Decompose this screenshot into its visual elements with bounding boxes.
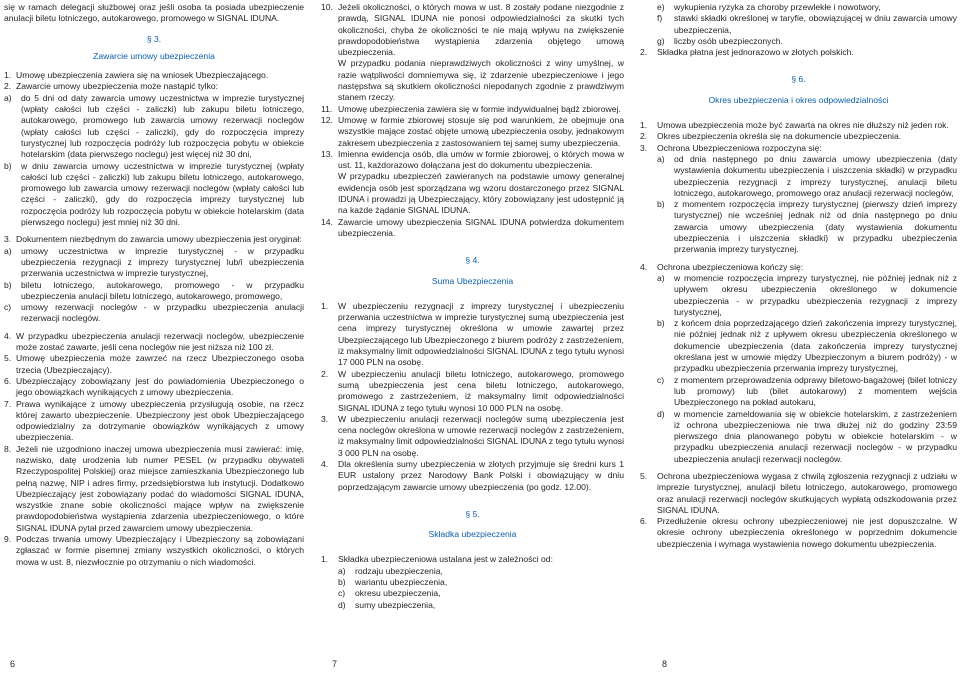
clause-6-6 xyxy=(640,516,957,550)
clause-text: wariantu ubezpieczenia, xyxy=(355,577,448,588)
clause-3-9 xyxy=(4,534,304,568)
clause-letter: f) xyxy=(657,13,663,24)
clause-text: W ubezpieczeniu rezygnacji z imprezy turystycznej i ubezpieczeniu przerwania uczestnictwa w imprezie turystycznej sumą ubezpieczenia jest cena imprezy turystycznej określona w umowie zawartej przez Ubezpieczającego lub Ubezpieczonego z biurem podróży z zastrzeżeniem, iż maksymalny limit odpowiedzialności SIGNAL IDUNA z tego tytułu wynosi 17 000 PLN na osobę. xyxy=(338,300,624,368)
clause-number: 14. xyxy=(321,216,333,227)
clause-text: sumy ubezpieczenia, xyxy=(355,599,436,610)
clause-number: 3. xyxy=(640,142,648,153)
clause-5-1-b xyxy=(338,577,624,588)
clause-text: w momencie zameldowania się w obiekcie hotelarskim, z zastrzeżeniem iż ochrona ubezpieczeniowa nie trwa dłużej niż do godziny 23:59 pierwszego dnia planowanego pobytu w obiekcie hotelarskim - w przypadku ubezpieczenia anulacji rezerwacji noclegów - w przypadku ubezpieczenia anulacji rezerwacji noclegów. xyxy=(674,408,957,464)
clause-number: 9. xyxy=(4,534,12,545)
clause-3-3-a xyxy=(4,246,304,280)
clause-letter: a) xyxy=(4,92,12,103)
clause-5-1-d xyxy=(338,600,624,611)
clause-text: Prawa wynikające z umowy ubezpieczenia przysługują osobie, na rzecz której zawarto ubezpieczenie. Ubezpieczony jest obok Ubezpieczającego odpowiedzialny za dotrzymanie obowiązków wynikających z umowy ubezpieczenia. xyxy=(16,398,304,443)
clause-3-10 xyxy=(321,2,624,58)
clause-3-7 xyxy=(4,399,304,444)
page-number-left: 6 xyxy=(10,659,16,669)
clause-letter: b) xyxy=(338,577,346,588)
clause-text: umowy uczestnictwa w imprezie turystycznej - w przypadku ubezpieczenia rezygnacji z imprezy turystycznej lub/i ubezpieczenia przerwania uczestnictwa w imprezie turystycznej, xyxy=(21,245,304,279)
section-5-number: § 5. xyxy=(465,508,480,519)
clause-4-1 xyxy=(321,301,624,369)
clause-text: W ubezpieczeniu anulacji rezerwacji noclegów sumą ubezpieczenia jest cena noclegów określona w umowie rezerwacji noclegów z zastrzeżeniem, iż maksymalny limit odpowiedzialności SIGNAL IDUNA z tego tytułu wynosi 3 000 PLN na osobę. xyxy=(338,413,624,458)
clause-number: 4. xyxy=(640,261,648,272)
clause-number: 1. xyxy=(321,554,329,565)
column-middle xyxy=(321,2,624,611)
clause-number: 13. xyxy=(321,148,333,159)
clause-text: Jeżeli nie uzgodniono inaczej umowa ubezpieczenia musi zawierać: imię, nazwisko, datę urodzenia lub numer PESEL (w przypadku obywateli Rzeczypospolitej Polskiej) oraz miejsce zamieszkania Ubezpieczonego lub pełną nazwę, NIP i adres firmy, przedsiębiorstwa lub instytucji. Dodatkowo Ubezpieczający jest zobowiązany podać do wiadomości SIGNAL IDUNA, wszystkie znane sobie okoliczności mające wpływ na zwiększenie prawdopodobieństwa wystąpienia zdarzenia ubezpieczeniowego, o które SIGNAL IDUNA pytał przed zawarciem umowy ubezpieczenia. xyxy=(16,443,304,533)
clause-text: Dokumentem niezbędnym do zawarcia umowy ubezpieczenia jest oryginał: xyxy=(16,234,302,245)
clause-letter: a) xyxy=(657,272,665,283)
clause-letter: a) xyxy=(657,153,665,164)
clause-number: 12. xyxy=(321,114,333,125)
clause-text: do 5 dni od daty zawarcia umowy uczestnictwa w imprezie turystycznej (wpłaty całości lub części - zaliczki) lub zakupu biletu lotniczego, autokarowego, promowego lub zawarcia umowy rezerwacji noclegów (wpłaty całości lub części - zaliczki), gdy do rozpoczęcia imprezy turystycznej lub rozpoczęcia podróży lub rozpoczęcia pobytu w obiekcie hotelarskim (data pierwszego noclegu) jest więcej niż 30 dni, xyxy=(21,92,304,160)
clause-6-4-b xyxy=(657,318,957,374)
clause-6-1 xyxy=(640,120,957,131)
clause-text: biletu lotniczego, autokarowego, promowego - w przypadku ubezpieczenia anulacji biletu lotniczego, autokarowego, promowego, xyxy=(21,279,304,301)
clause-6-2 xyxy=(640,131,957,142)
clause-3-1 xyxy=(4,70,304,81)
clause-letter: c) xyxy=(657,374,665,385)
clause-number: 5. xyxy=(640,470,648,481)
clause-number: 2. xyxy=(4,81,12,92)
clause-number: 1. xyxy=(640,120,648,131)
clause-text: umowy rezerwacji noclegów - w przypadku ubezpieczenia anulacji rezerwacji noclegów. xyxy=(21,302,304,324)
section-4-number: § 4. xyxy=(465,255,480,266)
clause-text: Umowę ubezpieczenia zawiera się w formie indywidualnej bądź zbiorowej. xyxy=(338,103,621,114)
clause-number: 11. xyxy=(321,103,333,114)
clause-number: 8. xyxy=(4,443,12,454)
clause-number: 1. xyxy=(4,70,12,81)
clause-4-4 xyxy=(321,459,624,493)
clause-letter: c) xyxy=(338,588,346,599)
page-number-right: 8 xyxy=(662,659,668,669)
clause-number: 3. xyxy=(4,234,12,245)
clause-text: Podczas trwania umowy Ubezpieczający i Ubezpieczony są zobowiązani zgłaszać w formie pisemnej zmiany wszystkich okoliczności, o których mowa w ust. 8, niezwłocznie po otrzymaniu o nich wiadomości. xyxy=(16,534,304,567)
section-3-title: Zawarcie umowy ubezpieczenia xyxy=(93,50,215,61)
clause-letter: b) xyxy=(657,318,665,329)
section-6-number: § 6. xyxy=(791,74,806,85)
clause-text: stawki składki określonej w taryfie, obowiązującej w dniu zawarcia umowy ubezpieczenia, xyxy=(674,13,957,35)
page-number-middle: 7 xyxy=(332,659,338,669)
section-4-title: Suma Ubezpieczenia xyxy=(431,275,514,286)
clause-text: Składka płatna jest jednorazowo w złotych polskich. xyxy=(657,47,854,58)
clause-letter: b) xyxy=(657,199,665,210)
clause-letter: d) xyxy=(657,408,665,419)
clause-letter: b) xyxy=(4,279,12,290)
clause-letter: g) xyxy=(657,35,665,46)
clause-text: z momentem rozpoczęcia imprezy turystycznej (pierwszy dzień imprezy turystycznej) nie wcześniej jednak niż od dnia następnego po dniu zawarcia umowy ubezpieczenia (daty wystawienia dokumentu ubezpieczenia i uiszczenia składki) w przypadku ubezpieczenia przerwania imprezy turystycznej. xyxy=(674,199,957,255)
clause-3-14 xyxy=(321,217,624,240)
clause-4-3 xyxy=(321,414,624,459)
clause-3-3-b xyxy=(4,280,304,303)
clause-text: W przypadku ubezpieczenia anulacji rezerwacji noclegów, ubezpieczenie może zostać zawarte, jeśli cena noclegów nie jest niższa niż 100 zł. xyxy=(16,330,304,353)
clause-letter: a) xyxy=(338,565,346,576)
clause-text: okresu ubezpieczenia, xyxy=(355,588,441,599)
clause-5-2 xyxy=(640,47,957,58)
clause-text: Zawarcie umowy ubezpieczenia może nastąpić tylko: xyxy=(16,81,219,92)
clause-6-4-a xyxy=(657,273,957,318)
clause-3-10-cont xyxy=(321,58,624,103)
clause-3-4 xyxy=(4,331,304,354)
clause-6-4-c xyxy=(657,375,957,409)
clause-text: Ochrona Ubezpieczeniowa rozpoczyna się: xyxy=(657,142,822,153)
clause-6-4-d xyxy=(657,409,957,465)
clause-letter: c) xyxy=(4,302,12,313)
clause-3-8 xyxy=(4,444,304,534)
clause-number: 4. xyxy=(321,458,329,469)
clause-5-1-c xyxy=(338,588,624,599)
section-5-title: Składka ubezpieczenia xyxy=(428,529,517,540)
clause-3-11 xyxy=(321,104,624,115)
clause-number: 6. xyxy=(4,375,12,386)
clause-text: Jeżeli okoliczności, o których mowa w ust. 8 zostały podane niezgodnie z prawdą, SIGNAL IDUNA nie ponosi odpowiedzialności za skutki tych okoliczności, chyba że okoliczności te nie mają wpływu na zwiększenie prawdopodobieństwa wystąpienia zdarzenia objętego umową ubezpieczenia. xyxy=(338,2,624,58)
clause-text: Umowę w formie zbiorowej stosuje się pod warunkiem, że obejmuje ona wszystkie mające zostać objęte umową ubezpieczenia osoby, jednakowym zakresem ubezpieczenia z zastosowaniem tej samej sumy ubezpieczenia. xyxy=(338,114,624,148)
clause-3-13-cont xyxy=(321,171,624,216)
column-left xyxy=(4,2,304,568)
clause-5-1-g xyxy=(657,36,957,47)
clause-text: W przypadku podania nieprawdziwych okoliczności z winy umyślnej, w razie wątpliwości domniemywa się, iż zdarzenie ubezpieczeniowe i jego następstwa są skutkiem okoliczności niepodanych zgodnie z prawdziwym stanem rzeczy. xyxy=(338,58,624,103)
clause-3-6 xyxy=(4,376,304,399)
section-3-number: § 3. xyxy=(146,33,162,44)
clause-3-5 xyxy=(4,353,304,376)
clause-text: rodzaju ubezpieczenia, xyxy=(355,565,443,576)
clause-text: Umowę ubezpieczenia zawiera się na wniosek Ubezpieczającego. xyxy=(16,70,269,81)
clause-number: 7. xyxy=(4,398,12,409)
clause-number: 5. xyxy=(4,353,12,364)
clause-text: Dla określenia sumy ubezpieczenia w złotych przyjmuje się średni kurs 1 EUR ustalony przez Narodowy Bank Polski i obowiązujący w dniu poprzedzającym zawarcie umowy ubezpieczenia (po godz. 12.00). xyxy=(338,458,624,492)
clause-number: 3. xyxy=(321,413,329,424)
clause-number: 1. xyxy=(321,300,329,311)
clause-text: Przedłużenie okresu ochrony ubezpieczeniowej nie jest dopuszczalne. W okresie ochrony ubezpieczenia określonego w poprzednim dokumencie ubezpieczenia i wymaga wystawienia nowego dokumentu ubezpieczenia. xyxy=(657,516,957,549)
clause-text: wykupienia ryzyka za choroby przewlekłe i nowotwory, xyxy=(674,2,881,12)
clause-text: Zawarcie umowy ubezpieczenia SIGNAL IDUNA potwierdza dokumentem ubezpieczenia. xyxy=(338,216,624,238)
clause-3-3-c xyxy=(4,302,304,325)
clause-text: Ochrona ubezpieczeniowa kończy się: xyxy=(657,261,804,272)
clause-number: 4. xyxy=(4,330,12,341)
clause-5-1-e xyxy=(657,2,957,13)
clause-number: 2. xyxy=(640,131,648,142)
clause-letter: a) xyxy=(4,245,12,256)
clause-letter: d) xyxy=(338,599,346,610)
clause-text: Imienna ewidencja osób, dla umów w formie zbiorowej, o których mowa w ust. 11, każdorazowo dołączana jest do dokumentu ubezpieczenia. xyxy=(338,148,624,171)
clause-text: od dnia następnego po dniu zawarcia umowy ubezpieczenia (daty wystawienia dokumentu ubezpieczenia i uiszczenia składki) w przypadku ubezpieczenia rezygnacji z imprezy turystycznej, anulacji biletu lotniczego, autokarowego, promowego oraz anulacji rezerwacji noclegów, xyxy=(674,153,957,198)
clause-4-2 xyxy=(321,369,624,414)
section-6-title: Okres ubezpieczenia i okres odpowiedzialności xyxy=(708,94,889,105)
clause-3-3 xyxy=(4,234,304,245)
clause-5-1 xyxy=(321,554,624,565)
clause-text: W ubezpieczeniu anulacji biletu lotniczego, autokarowego, promowego sumą ubezpieczenia jest cena biletu lotniczego, autokarowego, promowego z zastrzeżeniem, iż maksymalny limit odpowiedzialności SIGNAL IDUNA z tego tytułu wynosi 10 000 PLN na osobę. xyxy=(338,368,624,413)
clause-6-3-b xyxy=(657,199,957,255)
clause-number: 2. xyxy=(640,47,648,58)
clause-text: w momencie rozpoczęcia imprezy turystycznej, nie później jednak niż z upływem okresu ubezpieczenia określonego w dokumencie ubezpieczenia - w przypadku ubezpieczenia rezygnacji z imprezy turystycznej, xyxy=(674,272,957,317)
clause-text: Okres ubezpieczenia określa się na dokumencie ubezpieczenia. xyxy=(657,131,902,142)
clause-number: 10. xyxy=(321,2,333,12)
intro-paragraph: się w ramach delegacji służbowej oraz jeśli osoba ta posiada ubezpieczenie anulacji biletu lotniczego, autokarowego, promowego w SIGNAL IDUNA. xyxy=(4,2,304,24)
clause-6-5 xyxy=(640,471,957,516)
clause-3-2-a xyxy=(4,93,304,161)
clause-6-3 xyxy=(640,143,957,154)
clause-text: z końcem dnia poprzedzającego dzień zakończenia imprezy turystycznej, nie później jednak niż z upływem okresu ubezpieczenia określonego w dokumencie ubezpieczenia (data zakończenia imprezy turystycznej określana jest w umowie między Ubezpieczonym a biurem podróży) - w przypadku ubezpieczenia przerwania imprezy turystycznej, xyxy=(674,318,957,374)
clause-3-12 xyxy=(321,115,624,149)
clause-6-3-a xyxy=(657,154,957,199)
clause-text: Składka ubezpieczeniowa ustalana jest w zależności od: xyxy=(338,554,553,565)
clause-3-2 xyxy=(4,81,304,92)
clause-number: 6. xyxy=(640,516,648,527)
column-right xyxy=(640,2,957,550)
clause-text: W przypadku ubezpieczeń zawieranych na podstawie umowy generalnej ewidencja osób jest sporządzana wg wzoru dostarczonego przez SIGNAL IDUNA i prowadzi ją Ubezpieczający, który zobowiązany jest udostępnić ją na każde żądanie SIGNAL IDUNA. xyxy=(338,171,624,216)
clause-text: Ubezpieczający zobowiązany jest do powiadomienia Ubezpieczonego o jego obowiązkach wynikających z umowy ubezpieczenia. xyxy=(16,375,304,398)
clause-letter: b) xyxy=(4,160,12,171)
clause-letter: e) xyxy=(657,2,665,12)
clause-3-13 xyxy=(321,149,624,172)
clause-text: liczby osób ubezpieczonych. xyxy=(674,35,783,46)
clause-5-1-f xyxy=(657,13,957,36)
clause-number: 2. xyxy=(321,368,329,379)
clause-text: Ochrona ubezpieczeniowa wygasa z chwilą zgłoszenia rezygnacji z udziału w imprezie turystycznej, anulacji biletu lotniczego, autokarowego, promowego oraz anulacji rezerwacji noclegów skutkujących wypłatą odszkodowania przez SIGNAL IDUNA. xyxy=(657,470,957,515)
clause-text: w dniu zawarcia umowy uczestnictwa w imprezie turystycznej (wpłaty całości lub części - zaliczki) lub zakupu biletu lotniczego, autokarowego, promowego lub zawarcia umowy rezerwacji noclegów (wpłaty całości lub części - zaliczki), gdy do rozpoczęcia imprezy turystycznej lub rozpoczęcia podróży lub rozpoczęcia pobytu w obiekcie hotelarskim (data pierwszego noclegu) jest mniej niż 30 dni. xyxy=(21,160,304,228)
clause-3-2-b xyxy=(4,161,304,229)
clause-text: Umowę ubezpieczenia może zawrzeć na rzecz Ubezpieczonego osoba trzecia (Ubezpieczający). xyxy=(16,353,304,375)
clause-text: z momentem przeprowadzenia odprawy biletowo-bagażowej (bilet lotniczy lub promowy) lub (bilet autokarowy) z momentem wejścia Ubezpieczonego na pokład autokaru, xyxy=(674,374,957,408)
clause-5-1-a xyxy=(338,566,624,577)
clause-6-4 xyxy=(640,262,957,273)
clause-text: Umowa ubezpieczenia może być zawarta na okres nie dłuższy niż jeden rok. xyxy=(657,120,949,131)
